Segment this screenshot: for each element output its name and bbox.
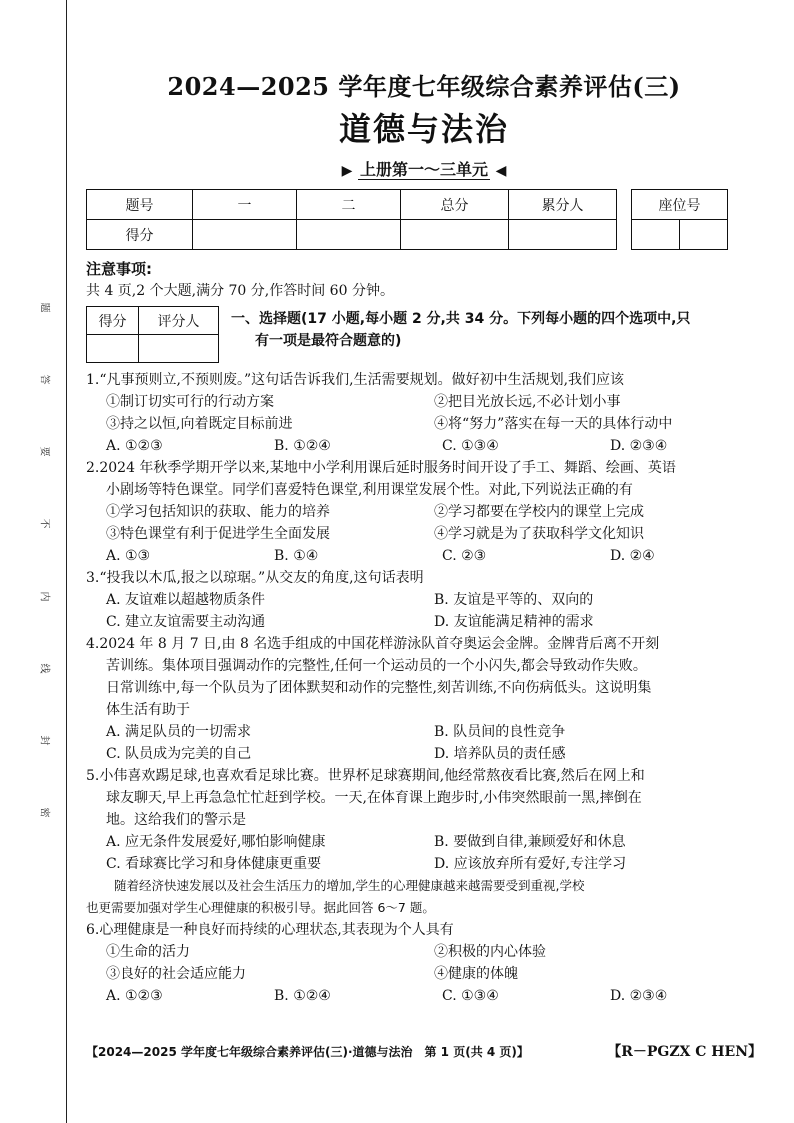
exam-title: 2024—2025 学年度七年级综合素养评估(三) [167, 72, 681, 101]
passage-text: 随着经济快速发展以及社会生活压力的增加,学生的心理健康越来越需要受到重视,学校 [114, 878, 585, 893]
question-2-statements [86, 501, 762, 523]
section-one-line2: 有一项是最符合题意的) [255, 333, 402, 349]
triangle-right-icon: ▶ [341, 163, 353, 179]
choice-b[interactable]: B. 要做到自律,兼顾爱好和休息 [434, 834, 626, 850]
question-5-stem: 5.小伟喜欢踢足球,也喜欢看足球比赛。世界杯足球赛期间,他经常熬夜看比赛,然后在网上和 [86, 768, 645, 784]
statement: ②学习都要在学校内的课堂上完成 [434, 504, 644, 520]
choice-a[interactable]: A. ①②③ [106, 438, 163, 454]
choice-b[interactable]: B. ①④ [274, 548, 319, 564]
question-4-stem: 体生活有助于 [106, 702, 190, 718]
choice-b[interactable]: B. 队员间的良性竞争 [434, 724, 566, 740]
question-1-statements [86, 391, 762, 413]
question-2-statements [86, 523, 762, 545]
choice-d[interactable]: D. ②③④ [610, 438, 668, 454]
grade-grader-label: 评分人 [139, 307, 219, 335]
question-3-choices [86, 589, 762, 611]
binding-char: 题 [38, 302, 50, 313]
question-2-stem: 小剧场等特色课堂。同学们喜爱特色课堂,利用课堂发展个性。对此,下列说法正确的有 [106, 482, 633, 498]
choice-d[interactable]: D. 应该放弃所有爱好,专注学习 [434, 856, 627, 872]
score-header-cell: 累分人 [509, 190, 617, 220]
grade-box [86, 306, 219, 363]
scope-label [86, 158, 762, 183]
statement: ③良好的社会适应能力 [106, 966, 246, 982]
question-4-stem: 4.2024 年 8 月 7 日,由 8 名选手组成的中国花样游泳队首夺奥运会金牌。金牌背后离不开刻 [86, 636, 660, 652]
statement: ④健康的体魄 [434, 966, 518, 982]
statement: ③特色课堂有利于促进学生全面发展 [106, 526, 330, 542]
score-header-cell: 二 [297, 190, 401, 220]
binding-strip [38, 300, 54, 820]
exam-page [86, 70, 762, 1007]
question-5-stem: 地。这给我们的警示是 [106, 812, 246, 828]
choice-a[interactable]: A. 应无条件发展爱好,哪怕影响健康 [106, 834, 326, 850]
section-one-line1: 一、选择题(17 小题,每小题 2 分,共 34 分。下列每小题的四个选项中,只 [231, 311, 691, 327]
score-header-cell: 一 [193, 190, 297, 220]
score-cell[interactable] [509, 220, 617, 250]
binding-char: 封 [38, 735, 50, 746]
question-6-statements [86, 941, 762, 963]
score-table [86, 189, 617, 250]
choice-b[interactable]: B. ①②④ [274, 438, 331, 454]
seat-cell[interactable] [680, 220, 728, 250]
footer-code: 【R－PGZX C HEN】 [607, 1044, 762, 1060]
question-1-choices [86, 435, 762, 457]
binding-char: 要 [38, 446, 50, 457]
grade-score-label: 得分 [87, 307, 139, 335]
binding-char: 内 [38, 591, 50, 602]
question-list [86, 369, 762, 1007]
question-6-choices [86, 985, 762, 1007]
question-6-statements [86, 963, 762, 985]
choice-c[interactable]: C. 队员成为完美的自己 [106, 746, 252, 762]
score-header-row [87, 190, 617, 220]
subject-title: 道德与法治 [338, 110, 509, 148]
seat-label: 座位号 [632, 190, 728, 220]
question-5-choices [86, 831, 762, 853]
section-one-header [86, 306, 762, 363]
question-3-stem: 3.“投我以木瓜,报之以琼琚。”从交友的角度,这句话表明 [86, 570, 424, 586]
choice-c[interactable]: C. 建立友谊需要主动沟通 [106, 614, 266, 630]
statement: ①制订切实可行的行动方案 [106, 394, 274, 410]
question-5-stem: 球友聊天,早上再急急忙忙赶到学校。一天,在体育课上跑步时,小伟突然眼前一黑,摔倒在 [106, 790, 642, 806]
choice-a[interactable]: A. 满足队员的一切需求 [106, 724, 252, 740]
question-4-choices [86, 721, 762, 743]
question-4-stem: 苦训练。集体项目强调动作的完整性,任何一个运动员的一个小闪失,都会导致动作失败。 [106, 658, 647, 674]
statement: ①生命的活力 [106, 944, 190, 960]
question-2-stem: 2.2024 年秋季学期开学以来,某地中小学利用课后延时服务时间开设了手工、舞蹈、绘画、英语 [86, 460, 676, 476]
choice-a[interactable]: A. ①③ [106, 548, 151, 564]
score-area [86, 189, 762, 250]
grade-score-cell[interactable] [87, 335, 139, 363]
choice-c[interactable]: C. 看球赛比学习和身体健康更重要 [106, 856, 322, 872]
passage-text: 也更需要加强对学生心理健康的积极引导。据此回答 6～7 题。 [86, 900, 435, 915]
notice-body: 共 4 页,2 个大题,满分 70 分,作答时间 60 分钟。 [86, 283, 394, 299]
choice-d[interactable]: D. 培养队员的责任感 [434, 746, 566, 762]
statement: ④学习就是为了获取科学文化知识 [434, 526, 644, 542]
choice-d[interactable]: D. ②④ [610, 548, 655, 564]
question-4-choices [86, 743, 762, 765]
statement: ③持之以恒,向着既定目标前进 [106, 416, 293, 432]
score-cell[interactable] [401, 220, 509, 250]
choice-a[interactable]: A. 友谊难以超越物质条件 [106, 592, 266, 608]
page-footer [86, 1041, 762, 1061]
triangle-left-icon: ◀ [495, 163, 507, 179]
binding-line [66, 0, 67, 1123]
seat-table [631, 189, 728, 250]
question-1-statements [86, 413, 762, 435]
statement: ②把目光放长远,不必计划小事 [434, 394, 621, 410]
score-value-row [87, 220, 617, 250]
grade-grader-cell[interactable] [139, 335, 219, 363]
choice-c[interactable]: C. ②③ [442, 548, 487, 564]
question-3-choices [86, 611, 762, 633]
question-4-stem: 日常训练中,每一个队员为了团体默契和动作的完整性,刻苦训练,不向伤病低头。这说明集 [106, 680, 652, 696]
score-cell[interactable] [193, 220, 297, 250]
question-2-choices [86, 545, 762, 567]
binding-char: 密 [38, 807, 50, 818]
choice-c[interactable]: C. ①③④ [442, 988, 499, 1004]
question-6-stem: 6.心理健康是一种良好而持续的心理状态,其表现为个人具有 [86, 922, 454, 938]
score-cell[interactable] [297, 220, 401, 250]
choice-b[interactable]: B. ①②④ [274, 988, 331, 1004]
score-row-label: 得分 [87, 220, 193, 250]
score-header-cell: 总分 [401, 190, 509, 220]
statement: ④将“努力”落实在每一天的具体行动中 [434, 416, 673, 432]
section-one-instructions [231, 306, 690, 352]
choice-b[interactable]: B. 友谊是平等的、双向的 [434, 592, 594, 608]
binding-char: 不 [38, 518, 50, 529]
question-1-stem: 1.“凡事预则立,不预则废。”这句话告诉我们,生活需要规划。做好初中生活规划,我们应该 [86, 372, 625, 388]
seat-cell[interactable] [632, 220, 680, 250]
question-5-choices [86, 853, 762, 875]
statement: ①学习包括知识的获取、能力的培养 [106, 504, 330, 520]
score-header-cell: 题号 [87, 190, 193, 220]
statement: ②积极的内心体验 [434, 944, 546, 960]
scope-text: 上册第一～三单元 [359, 160, 488, 179]
footer-info: 【2024—2025 学年度七年级综合素养评估(三)·道德与法治 第 1 页(共 4 页)】 [86, 1044, 529, 1059]
choice-a[interactable]: A. ①②③ [106, 988, 163, 1004]
binding-char: 线 [38, 663, 50, 674]
notice-title: 注意事项: [86, 260, 152, 278]
binding-char: 答 [38, 374, 50, 385]
choice-c[interactable]: C. ①③④ [442, 438, 499, 454]
choice-d[interactable]: D. 友谊能满足精神的需求 [434, 614, 594, 630]
choice-d[interactable]: D. ②③④ [610, 988, 668, 1004]
